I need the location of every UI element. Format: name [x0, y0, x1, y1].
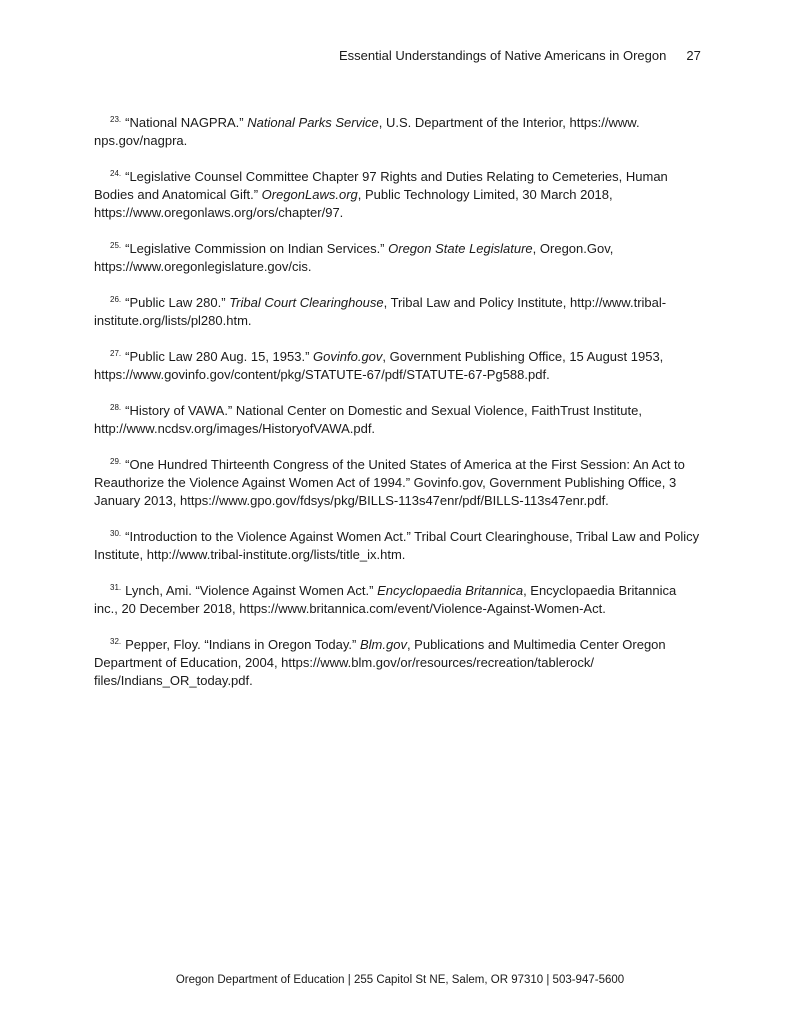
endnote-number: 32.: [110, 637, 122, 646]
endnotes-list: [94, 114, 702, 708]
endnote: $^{27.}$ “Public Law 280 Aug. 15, 1953.” Govinfo.gov, Government Publishing Office, 15 August 1953, https://www.govinfo.gov/content/pkg/STATUTE-67/pdf/STATUTE-67-Pg588.pdf.: [94, 349, 664, 382]
endnote-number: 30.: [110, 529, 122, 538]
endnote: $^{30.}$ “Introduction to the Violence Against Women Act.” Tribal Court Clearinghouse, Tribal Law and Policy Institute, http://www.tribal-institute.org/lists/title_ix.htm.: [94, 529, 700, 562]
header-title: Essential Understandings of Native Americans in Oregon: [339, 48, 667, 63]
endnote-number: 31.: [110, 583, 122, 592]
endnote: $^{28.}$ “History of VAWA.” National Center on Domestic and Sexual Violence, FaithTrust Institute, http://www.ncdsv.org/images/HistoryofVAWA.pdf.: [94, 403, 642, 436]
endnote-number: 27.: [110, 349, 122, 358]
endnote: $^{31.}$ Lynch, Ami. “Violence Against Women Act.” Encyclopaedia Britannica, Encyclopaedia Britannica inc., 20 December 2018, https://www.britannica.com/event/Violence-Against-Women-​Act.: [94, 583, 677, 616]
endnote-number: 25.: [110, 241, 122, 250]
page-number: 27: [686, 48, 701, 63]
endnote: $^{32.}$ Pepper, Floy. “Indians in Oregon Today.” Blm.gov, Publications and Multimedia Center Oregon Department of Education, 2004, https://www.blm.gov/or/resources/recreation/tablerock/​files/Indians_OR_today.pdf.: [94, 637, 666, 688]
endnote-number: 28.: [110, 403, 122, 412]
endnote-number: 26.: [110, 295, 122, 304]
endnote: $^{26.}$ “Public Law 280.” Tribal Court Clearinghouse, Tribal Law and Policy Institute, http://www.tribal-institute.org/lists/pl280.htm.: [94, 295, 667, 328]
endnote-number: 24.: [110, 169, 122, 178]
page-footer: Oregon Department of Education | 255 Capitol St NE, Salem, OR 97310 | 503-947-5600: [175, 974, 625, 986]
endnote: $^{25.}$ “Legislative Commission on Indian Services.” Oregon State Legislature, Oregon.Gov, https://www.oregonlegislature.gov/cis.: [94, 241, 614, 274]
endnote: $^{29.}$ “One Hundred Thirteenth Congress of the United States of America at the First Session: An Act to Reauthorize the Violence Against Women Act of 1994.” Govinfo.gov, Government Publishing Office, 3 January 2013, https://www.gpo.gov/fdsys/pkg/BILLS-113s47enr/pdf/BILLS-​113s47enr.pdf.: [94, 457, 685, 508]
endnote-number: 23.: [110, 115, 122, 124]
endnote-number: 29.: [110, 457, 122, 466]
endnote: $^{23.}$ “National NAGPRA.” National Parks Service, U.S. Department of the Interior, https://www.​nps.gov/nagpra.: [94, 115, 640, 148]
page-header: [339, 48, 701, 63]
endnote: $^{24.}$ “Legislative Counsel Committee Chapter 97 Rights and Duties Relating to Cemeteries, Human Bodies and Anatomical Gift.” OregonLaws.org, Public Technology Limited, 30 March 2018, https://www.oregonlaws.org/ors/chapter/97.: [94, 169, 668, 220]
